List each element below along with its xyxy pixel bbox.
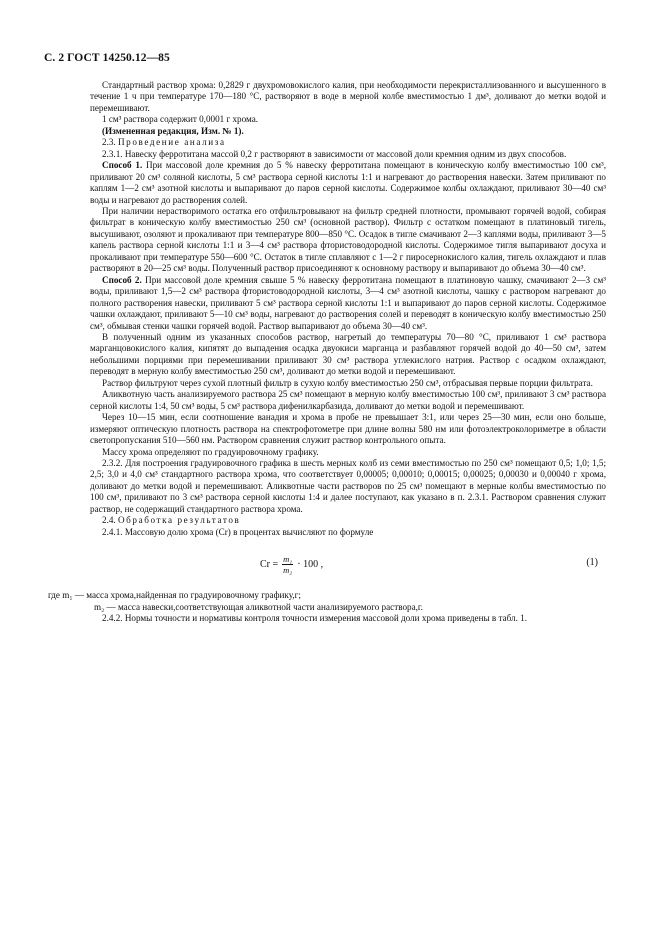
- method-1-label: Способ 1.: [102, 160, 143, 171]
- paragraph-mass: Массу хрома определяют по градуировочному графику.: [102, 446, 319, 457]
- formula-denominator: m₂: [283, 565, 293, 576]
- where-m1: где m₁ — масса хрома,найденная по градуировочному графику,г;: [48, 590, 301, 601]
- formula-rhs: · 100 ,: [297, 558, 324, 570]
- where-m2: m₂ — масса навески,соответствующая аликвотной части анализируемого раствора,г.: [94, 601, 423, 612]
- paragraph-2-4-2: 2.4.2. Нормы точности и нормативы контроля точности измерения массовой доли хрома приведены в табл. 1.: [102, 613, 528, 624]
- paragraph-2-3-1: 2.3.1. Навеску ферротитана массой 0,2 г растворяют в зависимости от массовой доли кремния одним из двух способов.: [102, 148, 567, 159]
- formula-numerator: m₁: [283, 554, 293, 565]
- section-2-4-title: Обработка результатов: [117, 515, 241, 526]
- formula-fraction: [282, 554, 293, 575]
- paragraph-measure: Через 10—15 мин, если соотношение ванадия и хрома в пробе не превышает 3:1, или через 25—30 мин, если оно больше, измеряют оптическую плотность раствора на спектрофотометре при длине волны 580 нм или фотоэлектроколориметре в области светопропускания 510—560 нм. Раствором сравнения служит раствор контрольного опыта.: [90, 412, 606, 446]
- section-2-3-title: Проведение анализа: [117, 137, 226, 148]
- paragraph-filter: Раствор фильтруют через сухой плотный фильтр в сухую колбу вместимостью 250 см³, отбрасывая первые порции фильтрата.: [102, 377, 593, 388]
- paragraph-residue: При наличии нерастворимого остатка его отфильтровывают на фильтр средней плотности, промывают горячей водой, собирая фильтрат в коническую колбу вместимостью 250 см³ (основной раствор). Фильтр с остатком помещают в платиновый тигель, высушивают, озоляют и прокаливают при температуре 800—850 °С. Осадок в тигле смачивают 2—3 каплями воды, приливают 3—5 капель раствора серной кислоты 1:1 и 3—4 см³ раствора фтористоводородной кислоты. Содержимое тигля выпаривают досуха и прокаливают при температуре 550—600 °С. Остаток в тигле сплавляют с 1—2 г пиросернокислого калия, тигель охлаждают и плав растворяют в 20—25 см³ воды. Полученный раствор присоединяют к основному раствору и выпаривают до объема 30—40 см³.: [90, 205, 606, 274]
- paragraph-2-4-1: 2.4.1. Массовую долю хрома (Cr) в процентах вычисляют по формуле: [102, 526, 374, 537]
- revision-note: (Измененная редакция, Изм. № 1).: [102, 125, 244, 136]
- paragraph-heating: В полученный одним из указанных способов раствор, нагретый до температуры 70—80 °С, приливают 1 см³ раствора марганцовокислого калия, кипятят до выпадения осадка двуокиси марганца и разбавляют горячей водой до 40—50 см³, затем небольшими порциями при перемешивании приливают 30 см³ раствора углекислого натрия. Раствор с осадком охлаждают, переводят в мерную колбу вместимостью 250 см³, доливают до метки водой и перемешивают.: [90, 331, 606, 377]
- formula-number: (1): [586, 557, 598, 569]
- method-2-text: При массовой доле кремния свыше 5 % навеску ферротитана помещают в платиновую чашку, смачивают 2—3 см³ воды, приливают 1,5—2 см³ раствора фтористоводородной кислоты, 3—4 см³ азотной кислоты, чашку с раствором нагревают до полного растворения навески, приливают 5 см³ раствора серной кислоты 1:1 и выпаривают до паров серной кислоты. Содержимое чашки охлаждают, приливают 5—10 см³ воды, нагревают до растворения солей и переводят в коническую колбу вместимостью 250 см³, обмывая стенки чашки горячей водой. Раствор выпаривают до объема 30—40 см³.: [90, 274, 606, 331]
- method-2-label: Способ 2.: [102, 274, 142, 285]
- paragraph-standard-solution: Стандартный раствор хрома: 0,2829 г двухромовокислого калия, при необходимости перекристаллизованного и высушенного в течение 1 ч при температуре 170—180 °С, растворяют в воде в мерной колбе вместимостью 1 дм³, доливают до метки водой и перемешивают.: [90, 80, 606, 113]
- paragraph-standard-content: 1 см³ раствора содержит 0,0001 г хрома.: [102, 114, 259, 125]
- section-2-3-number: 2.3.: [102, 137, 116, 148]
- formula-expression: [260, 554, 323, 575]
- formula-lhs: Cr =: [260, 558, 279, 570]
- section-2-4-heading: [90, 515, 606, 526]
- page-header: С. 2 ГОСТ 14250.12—85: [44, 52, 170, 64]
- section-2-3-heading: [90, 137, 606, 148]
- paragraph-method-1: [90, 160, 606, 206]
- formula-1: [90, 550, 606, 580]
- document-body: [48, 80, 606, 624]
- paragraph-method-2: [90, 275, 606, 332]
- paragraph-aliquot: Аликвотную часть анализируемого раствора 25 см³ помещают в мерную колбу вместимостью 100 см³, приливают 3 см³ раствора серной кислоты 1:4, 50 см³ воды, 5 см³ раствора дифенилкарбазида, доливают до метки водой и перемешивают.: [90, 389, 606, 411]
- paragraph-2-3-2: 2.3.2. Для построения градуировочного графика в шесть мерных колб из семи вместимостью по 250 см³ помещают 0,5; 1,0; 1,5; 2,5; 3,0 и 4,0 см³ стандартного раствора хрома, что соответствует 0,00005; 0,00010; 0,00015; 0,00025; 0,00030 и 0,00040 г хрома, доливают до метки водой и перемешивают. Аликвотные части растворов по 25 см³ помещают в мерные колбы вместимостью по 100 см³, приливают по 3 см³ раствора серной кислоты 1:4 и далее поступают, как указано в п. 2.3.1. Раствором сравнения служит раствор, не содержащий стандартного раствора хрома.: [90, 457, 606, 514]
- section-2-4-number: 2.4.: [102, 515, 116, 526]
- method-1-text: При массовой доле кремния до 5 % навеску ферротитана помещают в коническую колбу вместимостью 100 см³, приливают 20 см³ соляной кислоты, 5 см³ раствора серной кислоты 1:1 и нагревают до растворения навески. Затем приливают по каплям 1—2 см³ азотной кислоты и выпаривают до паров серной кислоты. Содержимое колбы охлаждают, приливают 30—40 см³ воды и нагревают до растворения солей.: [90, 160, 606, 205]
